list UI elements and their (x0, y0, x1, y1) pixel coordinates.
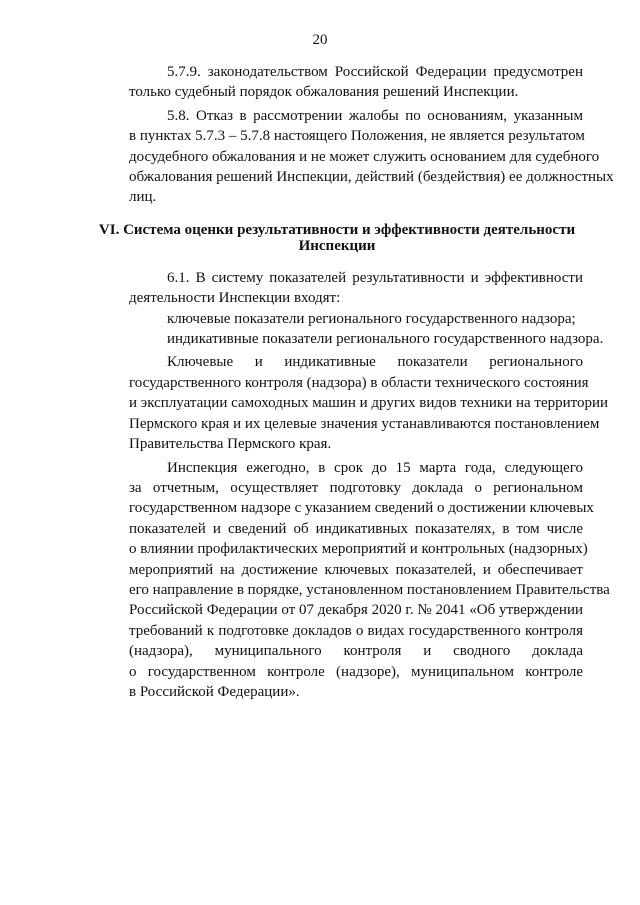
text-line: Ключевые и индикативные показатели регионального (167, 354, 583, 371)
text-line: Российской Федерации от 07 декабря 2020 г. № 2041 «Об утверждении (129, 602, 583, 619)
text-line: 5.7.9. законодательством Российской Федерации предусмотрен (167, 64, 583, 80)
text-line: за отчетным, осуществляет подготовку доклада о региональном (129, 479, 583, 496)
text-line: только судебный порядок обжалования решений Инспекции. (129, 84, 519, 101)
list-item: индикативные показатели регионального государственного надзора. (167, 331, 604, 348)
text-line: лиц. (129, 189, 157, 206)
text-line: 5.8. Отказ в рассмотрении жалобы по основаниям, указанным (167, 107, 583, 124)
text-line: государственном надзоре с указанием сведений о достижении ключевых (129, 500, 594, 517)
document-body (91, 62, 614, 702)
text-line: о государственном контроле (надзоре), муниципальном контроле (129, 663, 583, 680)
text-line: государственного контроля (надзора) в области технического состояния (129, 374, 589, 391)
text-line: Правительства Пермского края. (129, 436, 332, 453)
text-line: 6.1. В систему показателей результативности и эффективности (167, 269, 583, 286)
text-line: и эксплуатации самоходных машин и других видов техники на территории (129, 395, 609, 412)
page-number: 20 (312, 32, 328, 48)
text-line: его направление в порядке, установленном постановлением Правительства (129, 581, 610, 598)
heading-line: VI. Система оценки результативности и эффективности деятельности (98, 221, 576, 238)
paragraph-5-7-9 (91, 62, 583, 103)
heading-line: Инспекции (298, 237, 376, 254)
text-line: деятельности Инспекции входят: (129, 290, 341, 307)
paragraph-5-8 (91, 106, 614, 208)
text-line: в Российской Федерации». (129, 683, 300, 700)
text-line: требований к подготовке докладов о видах государственного контроля (129, 622, 583, 639)
text-line: досудебного обжалования и не может служить основанием для судебного (129, 148, 600, 165)
paragraph-annual-report (91, 458, 610, 703)
text-line: показателей и сведений об индикативных показателях, в том числе (129, 520, 583, 537)
text-line: о влиянии профилактических мероприятий и контрольных (надзорных) (129, 541, 588, 558)
list-item: ключевые показатели регионального государственного надзора; (167, 310, 576, 327)
text-line: мероприятий на достижение ключевых показателей, и обеспечивает (129, 561, 583, 578)
text-line: Инспекция ежегодно, в срок до 15 марта года, следующего (167, 459, 583, 476)
text-line: (надзора), муниципального контроля и сводного доклада (129, 643, 583, 660)
paragraph-key-indicators (91, 352, 609, 454)
paragraph-6-1 (91, 268, 604, 350)
text-line: Пермского края и их целевые значения устанавливаются постановлением (129, 415, 600, 432)
text-line: в пунктах 5.7.3 – 5.7.8 настоящего Положения, не является результатом (129, 128, 585, 145)
section-heading (91, 222, 583, 254)
text-line: обжалования решений Инспекции, действий (бездействия) ее должностных (129, 169, 614, 186)
